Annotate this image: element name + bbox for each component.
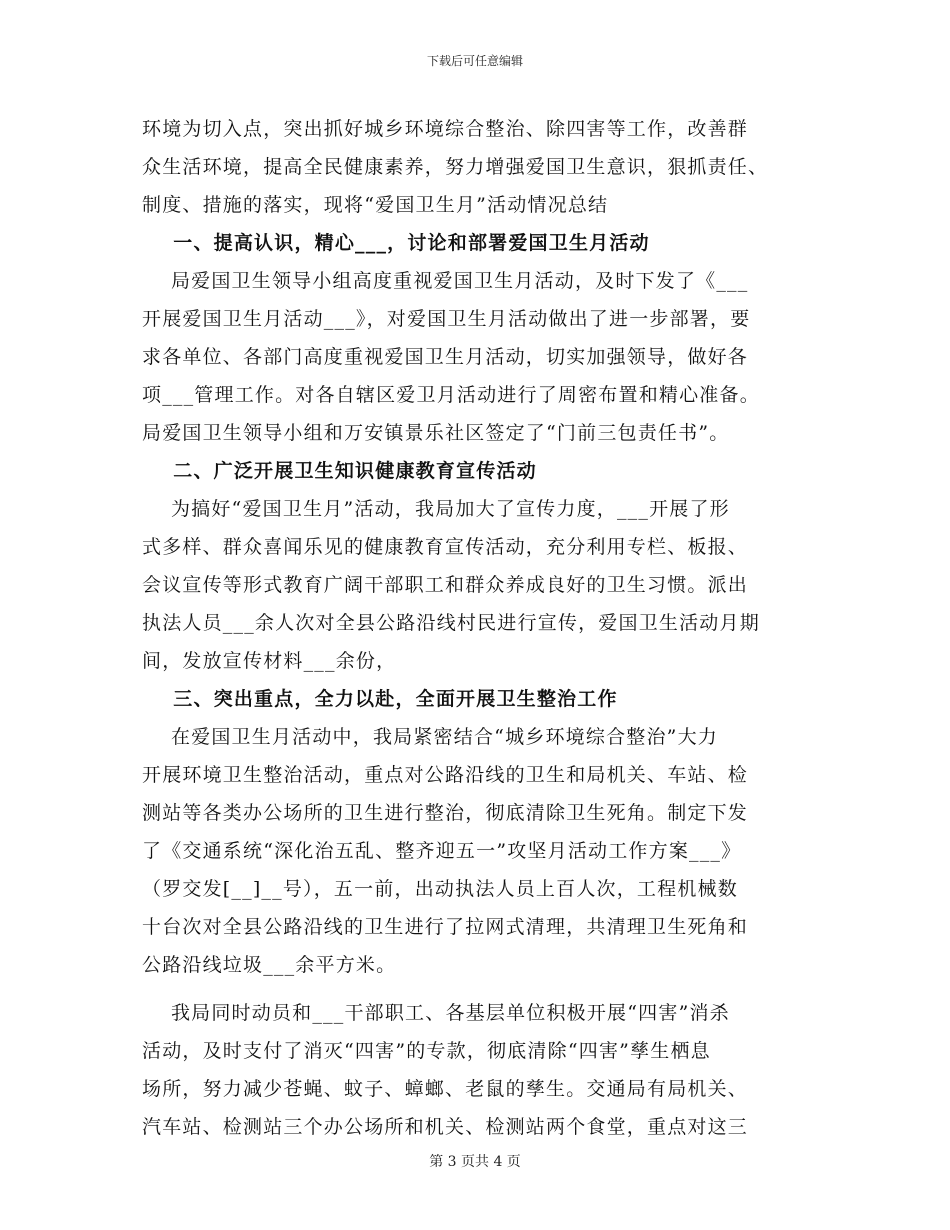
text-line: 制度、措施的落实，现将“爱国卫生月”活动情况总结 (142, 194, 609, 216)
text-line: 众生活环境，提高全民健康素养，努力增强爱国卫生意识，狠抓责任、 (142, 156, 769, 178)
text-line: 执法人员___余人次对全县公路沿线村民进行宣传，爱国卫生活动月期 (142, 612, 760, 634)
text-line: 局爱国卫生领导小组高度重视爱国卫生月活动，及时下发了《___ (142, 270, 749, 292)
text-line: 为搞好“爱国卫生月”活动，我局加大了宣传力度，___开展了形 (142, 498, 730, 520)
section-heading: 一、提高认识，精心___，讨论和部署爱国卫生月活动 (142, 232, 650, 254)
text-line: 开展环境卫生整治活动，重点对公路沿线的卫生和局机关、车站、检 (142, 764, 749, 786)
text-line: 求各单位、各部门高度重视爱国卫生月活动，切实加强领导，做好各 (142, 346, 749, 368)
document-body (142, 110, 810, 1146)
text-line: 式多样、群众喜闻乐见的健康教育宣传活动，充分利用专栏、板报、 (142, 536, 749, 558)
text-line: 项___管理工作。对各自辖区爱卫月活动进行了周密布置和精心准备。 (142, 384, 760, 406)
text-line: 间，发放宣传材料___余份， (142, 650, 397, 672)
text-line: 开展爱国卫生月活动___》，对爱国卫生月活动做出了进一步部署，要 (142, 308, 751, 330)
text-line: 汽车站、检测站三个办公场所和机关、检测站两个食堂，重点对这三 (142, 1116, 749, 1138)
text-line: （罗交发[__]__号），五一前，出动执法人员上百人次，工程机械数 (142, 878, 738, 900)
text-line: 我局同时动员和___干部职工、各基层单位积极开展“四害”消杀 (142, 1002, 730, 1024)
text-line: 场所，努力减少苍蝇、蚊子、蟑螂、老鼠的孳生。交通局有局机关、 (142, 1078, 749, 1100)
section-heading: 三、突出重点，全力以赴，全面开展卫生整治工作 (142, 688, 618, 710)
text-line: 会议宣传等形式教育广阔干部职工和群众养成良好的卫生习惯。派出 (142, 574, 749, 596)
text-line: 公路沿线垃圾___余平方米。 (142, 954, 397, 976)
text-line: 十台次对全县公路沿线的卫生进行了拉网式清理，共清理卫生死角和 (142, 916, 749, 938)
page-header: 下载后可任意编辑 (426, 54, 523, 68)
text-line: 活动，及时支付了消灭“四害”的专款，彻底清除“四害”孳生栖息 (142, 1040, 711, 1062)
text-line: 测站等各类办公场所的卫生进行整治，彻底清除卫生死角。制定下发 (142, 802, 749, 824)
text-line: 了《交通系统“深化治五乱、整齐迎五一”攻坚月活动工作方案___》 (142, 840, 742, 862)
text-line: 局爱国卫生领导小组和万安镇景乐社区签定了“门前三包责任书”。 (142, 422, 730, 444)
paragraph-gap (142, 984, 810, 994)
text-line: 环境为切入点，突出抓好城乡环境综合整治、除四害等工作，改善群 (142, 118, 749, 140)
section-heading: 二、广泛开展卫生知识健康教育宣传活动 (142, 460, 537, 482)
page-footer: 第 3 页共 4 页 (429, 1154, 521, 1170)
text-line: 在爱国卫生月活动中，我局紧密结合“城乡环境综合整治”大力 (142, 726, 718, 748)
